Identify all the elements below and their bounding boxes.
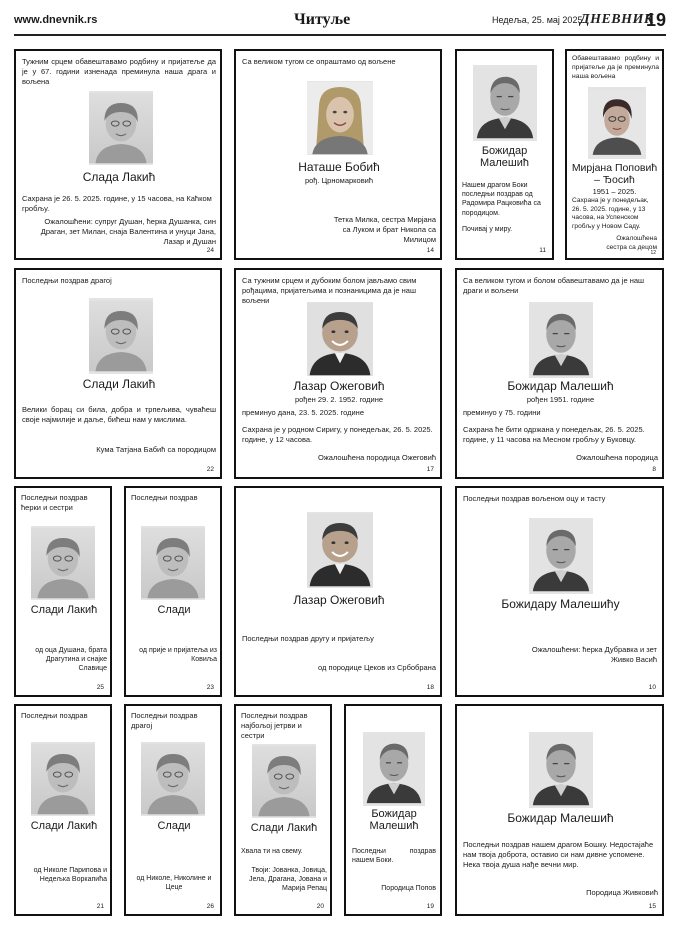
obituary-notice [234, 49, 442, 260]
maiden-name: рођ. Црномарковић [304, 176, 374, 185]
notice-signature: од оца Душана, брата Драгутина и снајке Славице [35, 647, 107, 673]
portrait-photo [529, 302, 593, 378]
notice-number: 11 [539, 247, 546, 254]
portrait-photo [307, 512, 373, 588]
obituary-notice [455, 704, 664, 916]
notice-closing: Почивај у миру. [462, 226, 513, 233]
notice-intro: Последњи поздрав [21, 711, 88, 720]
deceased-name: Божидар Малешић [507, 379, 614, 393]
obituary-notice [455, 49, 554, 260]
notice-number: 15 [648, 903, 656, 910]
notice-signature: Породица Живковић [586, 888, 658, 897]
portrait-photo [529, 518, 593, 594]
portrait-photo [31, 526, 95, 600]
notice-signature: Ожалошћена породица Ожеговић [317, 453, 436, 462]
notice-number: 18 [426, 684, 434, 691]
deceased-name: Божидар Малешић [369, 808, 419, 833]
birth-date: рођен 29. 2. 1952. године [294, 395, 384, 404]
deceased-name: Божидару Малешићу [501, 597, 620, 611]
obituary-notice [14, 49, 222, 260]
notice-intro: Тужним срцем обавештавамо родбину и пријатеље да је у 67. години изненада преминула наша драга и вољена [22, 57, 216, 86]
obituary-notice [455, 268, 664, 479]
portrait-photo [89, 91, 153, 165]
obituary-notice [124, 486, 222, 697]
site-url[interactable]: www.dnevnik.rs [14, 14, 98, 26]
notice-body: Сахрана је у родном Сиригу, у понедељак, 26. 5. 2025. године, у 12 часова. [242, 425, 433, 444]
header-rule [14, 34, 666, 36]
notice-intro: Последњи поздрав вољеном оцу и тасту [463, 494, 606, 503]
obituary-notice [14, 486, 112, 697]
notice-number: 25 [96, 684, 104, 691]
notice-signature: Ожалошћена сестра са децом [606, 235, 657, 251]
notice-number: 23 [206, 684, 214, 691]
portrait-photo [588, 87, 646, 159]
deceased-name: Лазар Ожеговић [293, 379, 385, 393]
portrait-photo [473, 65, 537, 141]
deceased-name: Божидар Малешић [479, 145, 530, 170]
birth-date: рођен 1951. године [526, 395, 595, 404]
obituary-notice [234, 704, 332, 916]
obituary-notice [565, 49, 664, 260]
portrait-photo [307, 81, 373, 155]
notice-intro: Последњи поздрав драгој [22, 276, 112, 285]
notice-intro: Последњи поздрав најбољој јетрви и сестри [241, 711, 308, 740]
notice-number: 19 [426, 903, 434, 910]
newspaper-logo: ДНЕВНИК [580, 12, 654, 27]
death-date: преминуо дана, 23. 5. 2025. године [242, 408, 364, 417]
notice-signature: Ожалошћени: ћерка Дубравка и зет Живко Васић [531, 645, 657, 664]
section-title: Читуље [294, 11, 351, 28]
portrait-photo [31, 742, 95, 816]
deceased-name: Слади [157, 604, 191, 616]
notice-body: Велики борац си била, добра и трпељива, чуваћеш своје најмилије и даље, бићеш нам у мислима. [22, 405, 216, 424]
notice-intro: Са великом тугом и болом обавештавамо да је наш драги и вољени [463, 276, 645, 295]
notice-body: Последњи поздрав нашем Боки. [352, 848, 436, 865]
notice-body: Хвала ти на свему. [241, 848, 303, 855]
notice-signature: од Николе Парипова и Недељка Воркапића [33, 867, 107, 884]
notice-signature: од Николе, Николине и Цеце [136, 875, 212, 892]
page-number: 19 [645, 10, 666, 30]
notice-signature: од породице Цеков из Србобрана [318, 663, 436, 672]
notice-number: 24 [206, 247, 214, 254]
notice-number: 17 [426, 466, 434, 473]
obituary-notice [124, 704, 222, 916]
notice-body: Последњи поздрав другу и пријатељу [242, 634, 374, 643]
deceased-name: Лазар Ожеговић [293, 593, 385, 607]
deceased-name: Слади Лакић [30, 820, 98, 832]
notice-intro: Последњи поздрав [131, 493, 198, 502]
notice-number: 22 [206, 466, 214, 473]
notice-body: Сахрана је 26. 5. 2025. године, у 15 часова, на Каћком гробљу. [22, 194, 212, 213]
notice-number: 12 [650, 250, 656, 256]
notice-signature: Ожалошћена породица [576, 453, 658, 462]
deceased-name: Слади Лакић [82, 377, 156, 391]
notice-intro: Са тужним срцем и дубоким болом јављамо свим рођацима, пријатељима и познаницима да је наш вољени [242, 276, 417, 305]
deceased-name: Наташе Бобић [298, 160, 380, 174]
notice-signature: Твоји: Јованка, Јовица, Јела, Драгана, Јована и Марија Репац [248, 867, 327, 893]
portrait-photo [307, 302, 373, 376]
notice-number: 10 [648, 684, 656, 691]
notice-signature: Породица Попов [381, 885, 436, 892]
notice-intro: Последњи поздрав драгој [131, 711, 198, 730]
deceased-name: Слади Лакић [30, 604, 98, 616]
deceased-name: Божидар Малешић [507, 811, 614, 825]
notice-number: 8 [652, 466, 656, 473]
obituary-notice [234, 268, 442, 479]
notice-body: Сахрана је у понедељак, 26. 5. 2025. године, у 13 часова, на Успенском гробљу у Новом Саду. [572, 197, 649, 231]
obituary-notice [14, 704, 112, 916]
notice-intro: Последњи поздрав ћерки и сестри [21, 493, 88, 512]
notice-number: 21 [96, 903, 104, 910]
deceased-name: Мирјана Поповић – Ђосић [571, 162, 658, 186]
notice-number: 26 [206, 903, 214, 910]
notice-number: 20 [316, 903, 324, 910]
portrait-photo [529, 732, 593, 808]
notice-body: Нашем драгом Боки последњи поздрав од Радомира Рацковића са породицом. [462, 182, 541, 217]
notice-signature: Ожалошћени: супруг Душан, ћерка Душанка, син Драган, зет Милан, снаја Валентина и унуци Јана, Лазар и Душан [40, 217, 216, 246]
notice-signature: од прије и пријатеља из Ковиља [139, 647, 217, 664]
obituary-notice [455, 486, 664, 697]
notice-signature: Тетка Милка, сестра Мирјана са Луком и брат Никола са Милицом [333, 215, 436, 244]
portrait-photo [89, 298, 153, 374]
obituary-notice [234, 486, 442, 697]
page-header [14, 10, 666, 32]
deceased-name: Слади [157, 820, 191, 832]
portrait-photo [141, 526, 205, 600]
notice-number: 14 [426, 247, 434, 254]
deceased-name: Слада Лакић [82, 170, 156, 184]
life-years: 1951 – 2025. [592, 187, 637, 196]
issue-date: Недеља, 25. мај 2025. [492, 15, 585, 25]
notice-signature: Кума Татјана Бабић са породицом [96, 445, 216, 454]
deceased-name: Слади Лакић [250, 822, 318, 834]
portrait-photo [363, 732, 425, 806]
obituary-notice [344, 704, 442, 916]
obituary-notice [14, 268, 222, 479]
portrait-photo [252, 744, 316, 818]
portrait-photo [141, 742, 205, 816]
notice-body: Последњи поздрав нашем драгом Бошку. Недостајаће нам твоја доброта, оставио си нам дивне успомене. Нека твоја душа нађе вечни мир. [463, 840, 654, 869]
death-date: преминуо у 75. години [463, 408, 541, 417]
notice-intro: Обавештавамо родбину и пријатеље да је преминула наша вољена [572, 55, 659, 80]
notice-body: Сахрана ће бити одржана у понедељак, 26. 5. 2025. године, у 11 часова на Месном гробљу у Буковцу. [463, 425, 645, 444]
notice-intro: Са великом тугом се опраштамо од вољене [242, 57, 396, 66]
